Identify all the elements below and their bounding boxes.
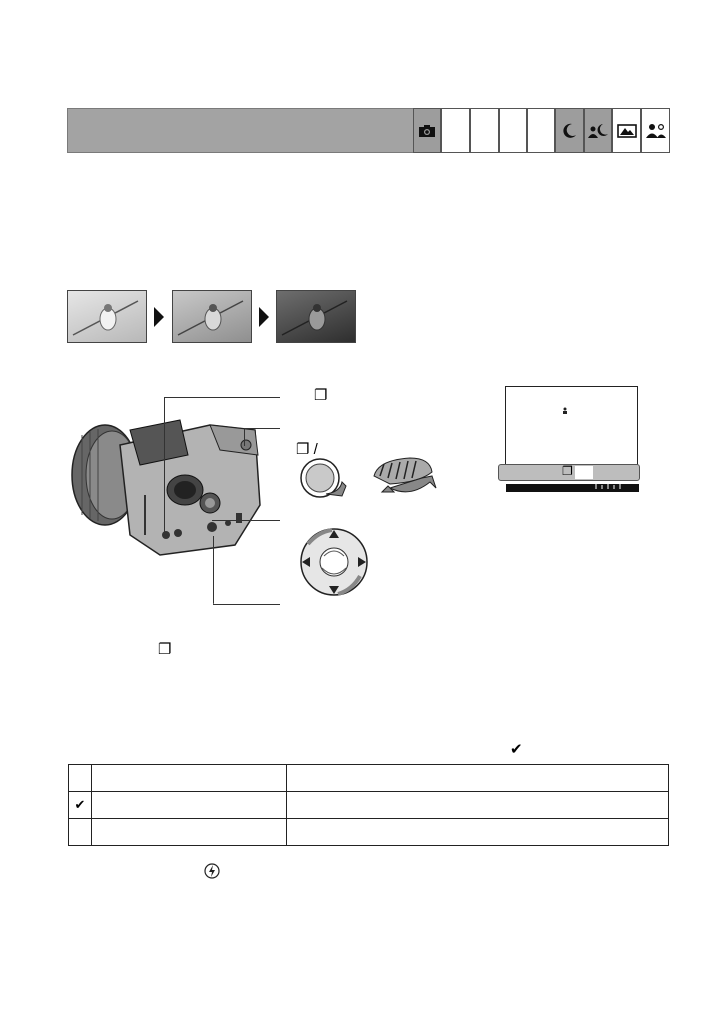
bird-photo-2	[172, 290, 252, 343]
command-dial[interactable]	[370, 452, 442, 502]
leader-line-4	[213, 604, 280, 605]
row-description	[287, 819, 669, 846]
camera-illustration	[60, 385, 290, 615]
twilight-portrait-icon	[584, 108, 612, 153]
exposure-scale-ticks	[592, 482, 632, 490]
options-table	[68, 764, 669, 846]
leader-line-2-vertical	[244, 428, 245, 446]
check-icon: ✔	[69, 792, 92, 819]
bird-photo-3	[276, 290, 356, 343]
burst-mode-icon: ❐	[314, 387, 328, 404]
mode-slot-5	[527, 108, 555, 153]
arrow-right-icon	[259, 307, 269, 327]
portrait-icon	[641, 108, 670, 153]
burst-button[interactable]	[296, 456, 352, 504]
leader-line-1	[164, 397, 280, 398]
leader-line-2	[244, 428, 280, 429]
row-option	[92, 792, 287, 819]
leader-line-1-vertical	[164, 397, 165, 537]
table-row	[69, 819, 669, 846]
burst-mode-icon-inline: ❐	[158, 641, 172, 658]
camera-auto-icon	[413, 108, 441, 153]
lcd-selected-option	[575, 466, 593, 479]
default-setting-check-icon: ✔	[510, 741, 523, 758]
leader-line-3	[212, 520, 280, 521]
landscape-icon	[612, 108, 641, 153]
lcd-burst-icon: ❐	[562, 464, 573, 478]
row-mark	[69, 819, 92, 846]
mode-slot-4	[499, 108, 527, 153]
twilight-icon	[555, 108, 584, 153]
mode-slot-2	[441, 108, 470, 153]
table-row	[69, 792, 669, 819]
row-mark	[69, 765, 92, 792]
flash-off-icon	[204, 863, 220, 879]
mode-slot-3	[470, 108, 499, 153]
table-row	[69, 765, 669, 792]
arrow-right-icon	[154, 307, 164, 327]
row-option	[92, 765, 287, 792]
row-option	[92, 819, 287, 846]
row-description	[287, 792, 669, 819]
af-indicator-icon	[562, 407, 568, 415]
burst-button-label: ❐ /	[296, 441, 318, 458]
row-description	[287, 765, 669, 792]
control-button[interactable]	[296, 526, 376, 598]
leader-line-4-vertical	[213, 536, 214, 604]
bird-photo-1	[67, 290, 147, 343]
